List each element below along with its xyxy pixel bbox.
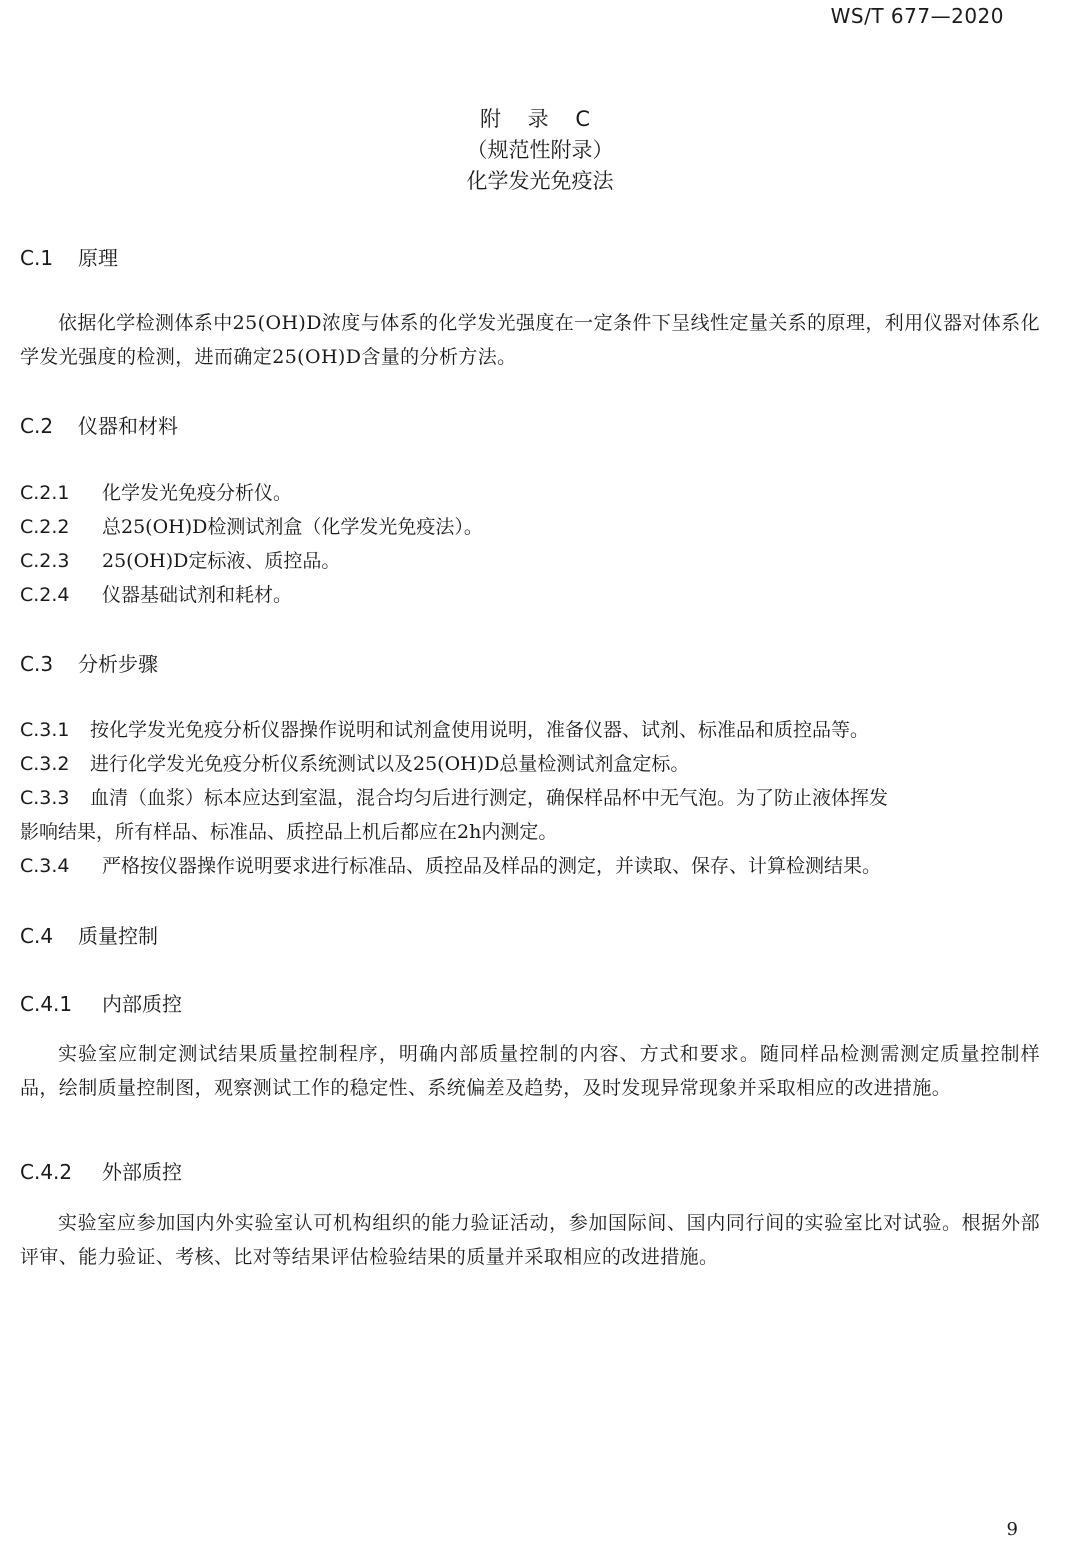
item-text: 25(OH)D定标液、质控品。 <box>102 550 341 572</box>
annex-type: （规范性附录） <box>466 138 614 162</box>
item-number: C.2.4 <box>20 584 70 606</box>
list-item <box>20 715 869 742</box>
page-number: 9 <box>1006 1519 1018 1540</box>
list-item <box>20 512 483 539</box>
subsection-heading-c4-1 <box>20 988 182 1017</box>
list-item <box>20 749 689 776</box>
list-item <box>20 851 881 878</box>
item-text: 总25(OH)D检测试剂盒（化学发光免疫法）。 <box>102 516 483 538</box>
section-title: 原理 <box>78 246 118 270</box>
item-text: 血清（血浆）标本应达到室温，混合均匀后进行测定，确保样品杯中无气泡。为了防止液体挥发 <box>90 787 889 809</box>
list-item <box>20 783 888 810</box>
item-text: 按化学发光免疫分析仪器操作说明和试剂盒使用说明，准备仪器、试剂、标准品和质控品等。 <box>90 719 870 741</box>
section-number: C.1 <box>20 246 54 270</box>
item-number: C.2.1 <box>20 482 70 504</box>
item-number: C.3.3 <box>20 787 70 809</box>
item-text: 严格按仪器操作说明要求进行标准品、质控品及样品的测定，并读取、保存、计算检测结果。 <box>102 855 882 877</box>
list-item <box>20 580 292 607</box>
section-number: C.3 <box>20 652 54 676</box>
standard-code: WS/T 677—2020 <box>830 4 1004 28</box>
list-item <box>20 478 292 505</box>
item-number: C.2.2 <box>20 516 70 538</box>
section-heading-c1 <box>20 242 118 271</box>
item-number: C.3.2 <box>20 753 70 775</box>
section-heading-c4 <box>20 920 158 949</box>
subsection-heading-c4-2 <box>20 1156 182 1185</box>
item-number: C.2.3 <box>20 550 70 572</box>
section-title: 质量控制 <box>78 924 158 948</box>
item-text: 仪器基础试剂和耗材。 <box>102 584 293 606</box>
list-item <box>20 546 340 573</box>
item-number: C.3.4 <box>20 855 70 877</box>
subsection-title: 内部质控 <box>102 992 182 1016</box>
subsection-number: C.4.1 <box>20 992 73 1016</box>
section-c1-paragraph: 依据化学检测体系中25(OH)D浓度与体系的化学发光强度在一定条件下呈线性定量关系的原理，利用仪器对体系化学发光强度的检测，进而确定25(OH)D含量的分析方法。 <box>20 312 1040 368</box>
section-c4-2-paragraph: 实验室应参加国内外实验室认可机构组织的能力验证活动，参加国际间、国内同行间的实验室比对试验。根据外部评审、能力验证、考核、比对等结果评估检验结果的质量并采取相应的改进措施。 <box>20 1212 1040 1268</box>
section-number: C.4 <box>20 924 54 948</box>
item-text: 影响结果，所有样品、标准品、质控品上机后都应在2h内测定。 <box>20 821 558 843</box>
section-title: 仪器和材料 <box>78 414 178 438</box>
subsection-title: 外部质控 <box>102 1160 182 1184</box>
annex-title: 附 录 C <box>479 107 600 131</box>
section-c4-1-paragraph: 实验室应制定测试结果质量控制程序，明确内部质量控制的内容、方式和要求。随同样品检测需测定质量控制样品，绘制质量控制图，观察测试工作的稳定性、系统偏差及趋势，及时发现异常现象并采取相应的改进措施。 <box>20 1043 1040 1099</box>
section-number: C.2 <box>20 414 54 438</box>
item-number: C.3.1 <box>20 719 70 741</box>
subsection-number: C.4.2 <box>20 1160 73 1184</box>
item-text: 进行化学发光免疫分析仪系统测试以及25(OH)D总量检测试剂盒定标。 <box>90 753 690 775</box>
annex-name: 化学发光免疫法 <box>466 169 614 193</box>
item-text: 化学发光免疫分析仪。 <box>102 482 293 504</box>
list-item-continuation <box>20 817 557 844</box>
section-heading-c2 <box>20 410 178 439</box>
section-title: 分析步骤 <box>78 652 158 676</box>
section-heading-c3 <box>20 648 158 677</box>
annex-heading <box>0 104 1080 197</box>
